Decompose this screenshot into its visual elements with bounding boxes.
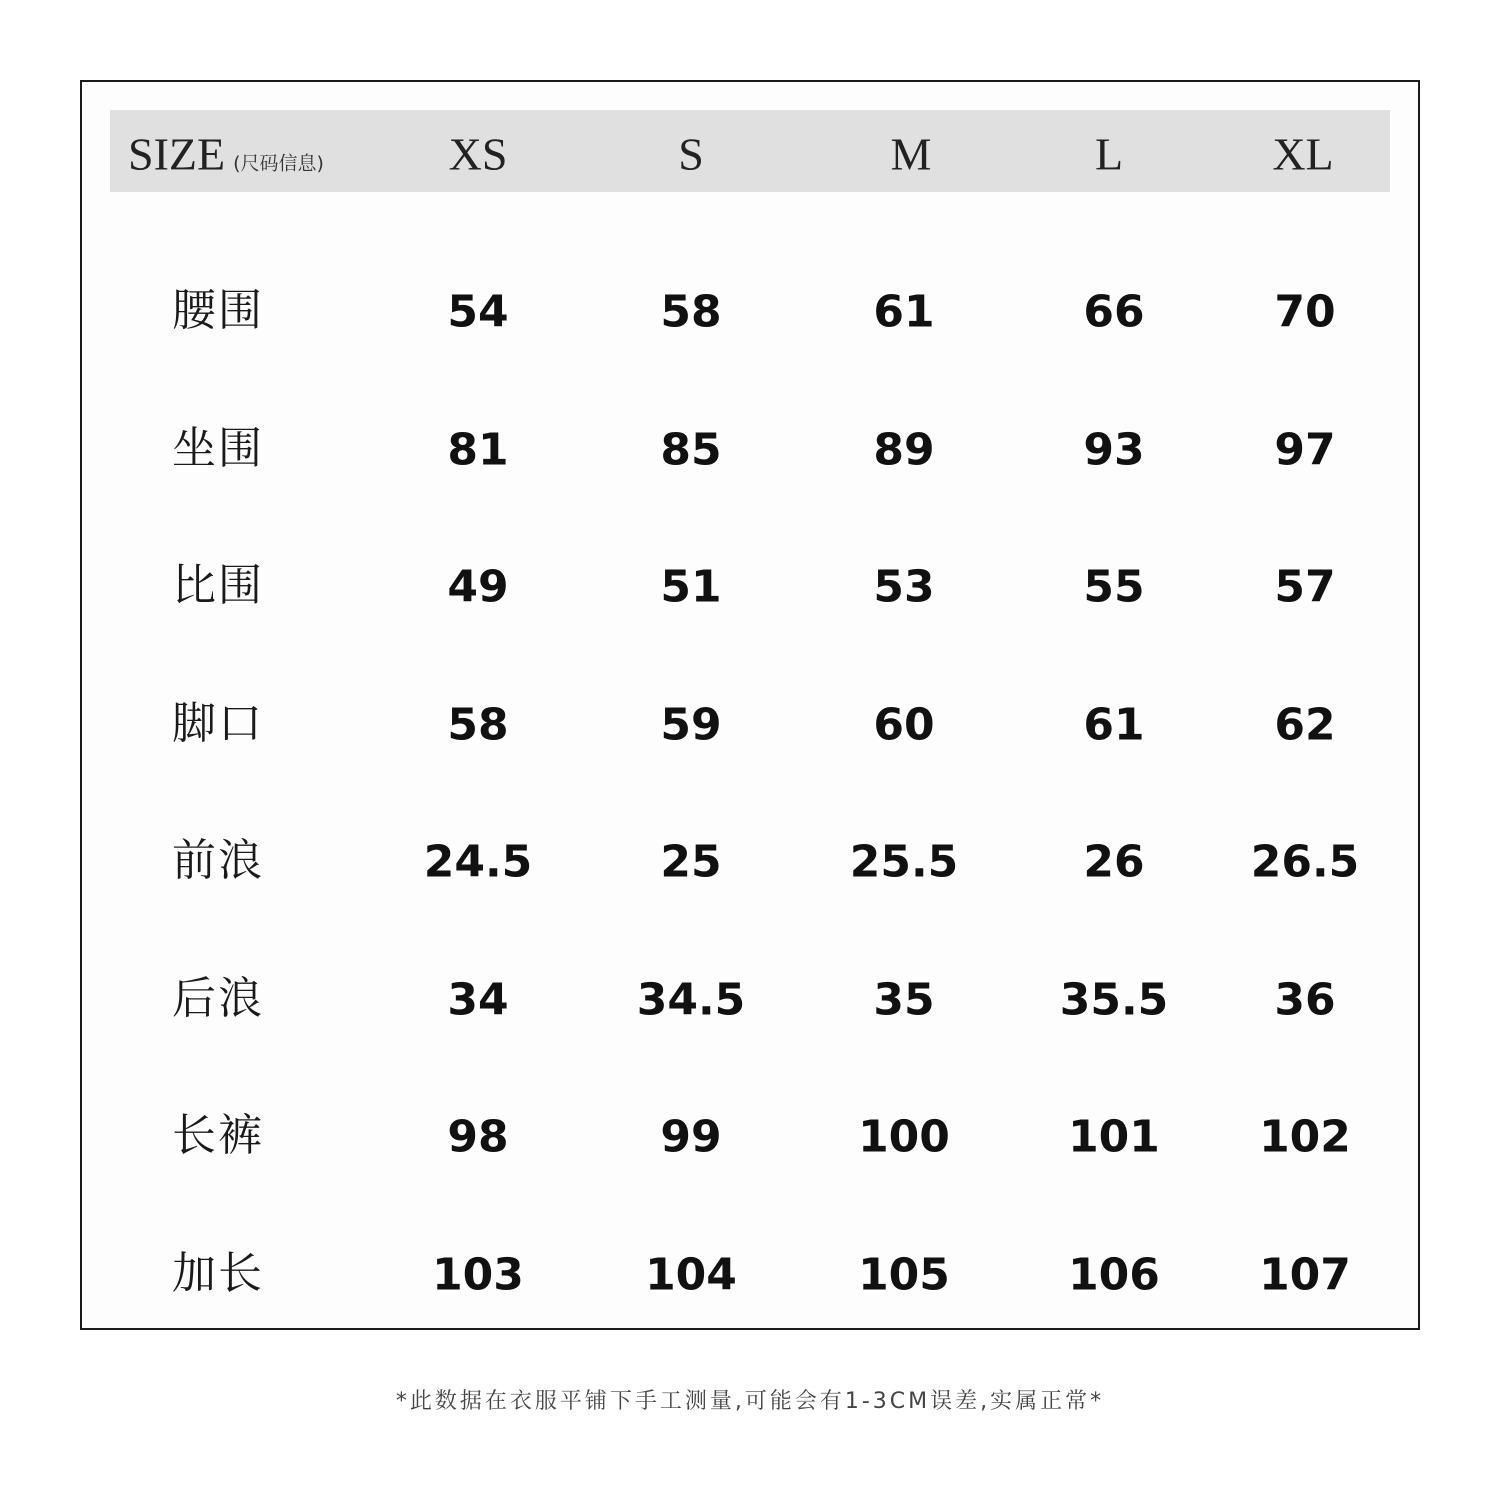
measurement-value: 57 <box>1274 561 1336 613</box>
measurement-value: 93 <box>1083 424 1145 475</box>
measurement-value: 58 <box>660 286 722 338</box>
column-header-xl: XL <box>1272 128 1334 180</box>
row-label: 坐围 <box>172 422 264 474</box>
measurement-value: 66 <box>1083 286 1145 338</box>
measurement-value: 25.5 <box>849 836 959 888</box>
measurement-value: 54 <box>447 286 509 338</box>
measurement-value: 89 <box>873 424 935 475</box>
measurement-value: 59 <box>660 699 722 750</box>
measurement-value: 34.5 <box>636 974 746 1025</box>
measurement-value: 26.5 <box>1250 836 1360 888</box>
row-label: 前浪 <box>172 835 264 886</box>
measurement-value: 104 <box>645 1249 737 1300</box>
measurement-value: 51 <box>660 561 722 613</box>
measurement-value: 98 <box>447 1111 509 1163</box>
measurement-value: 62 <box>1274 699 1336 750</box>
size-title: SIZE <box>128 128 226 180</box>
measurement-value: 61 <box>1083 699 1145 750</box>
measurement-value: 25 <box>660 836 722 888</box>
measurement-value: 97 <box>1274 424 1336 475</box>
row-label: 腰围 <box>172 285 264 336</box>
column-header-m: M <box>890 128 932 180</box>
measurement-value: 101 <box>1068 1111 1160 1163</box>
measurement-value: 58 <box>447 699 509 750</box>
size-subtitle: (尺码信息) <box>233 152 324 175</box>
measurement-value: 35 <box>873 974 935 1025</box>
measurement-value: 61 <box>873 286 935 338</box>
measurement-value: 55 <box>1083 561 1145 613</box>
row-label: 脚口 <box>172 697 264 749</box>
measurement-value: 102 <box>1259 1111 1351 1163</box>
row-label: 加长 <box>172 1247 264 1299</box>
measurement-footnote: *此数据在衣服平铺下手工测量,可能会有1-3CM误差,实属正常* <box>395 1389 1105 1414</box>
size-chart-frame <box>80 80 1420 1330</box>
measurement-value: 107 <box>1259 1249 1351 1300</box>
row-label: 后浪 <box>172 972 264 1024</box>
measurement-value: 70 <box>1274 286 1336 338</box>
measurement-value: 85 <box>660 424 722 475</box>
row-label: 比围 <box>172 560 264 611</box>
measurement-value: 36 <box>1274 974 1336 1025</box>
row-label: 长裤 <box>172 1110 264 1161</box>
column-header-xs: XS <box>448 128 508 180</box>
measurement-value: 60 <box>873 699 935 750</box>
column-header-s: S <box>678 128 704 180</box>
column-header-l: L <box>1094 128 1124 180</box>
measurement-value: 100 <box>858 1111 950 1163</box>
measurement-value: 81 <box>447 424 509 475</box>
measurement-value: 49 <box>447 561 509 613</box>
measurement-value: 106 <box>1068 1249 1160 1300</box>
size-header-label <box>128 128 324 181</box>
measurement-value: 105 <box>858 1249 950 1300</box>
measurement-value: 53 <box>873 561 935 613</box>
measurement-value: 99 <box>660 1111 722 1163</box>
measurement-value: 34 <box>447 974 509 1025</box>
measurement-value: 35.5 <box>1059 974 1169 1025</box>
measurement-value: 103 <box>432 1249 524 1300</box>
measurement-value: 24.5 <box>423 836 533 888</box>
measurement-value: 26 <box>1083 836 1145 888</box>
